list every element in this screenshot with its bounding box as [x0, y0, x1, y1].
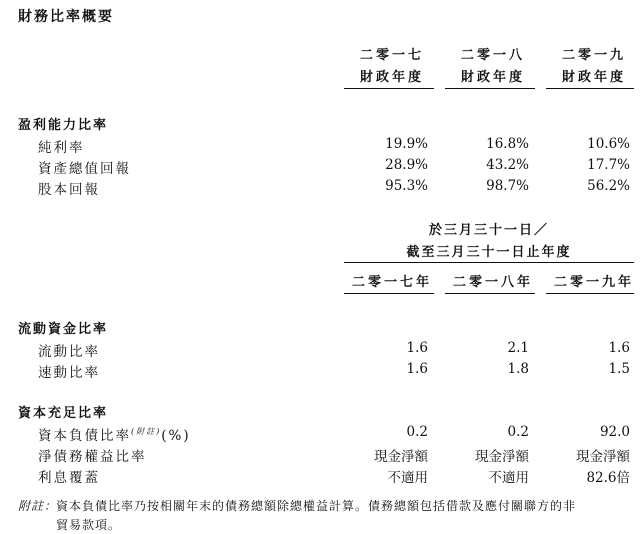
- table-cell: 92.0: [599, 424, 630, 440]
- table-cell: 98.7%: [486, 178, 529, 194]
- table-cell: 1.8: [507, 361, 529, 377]
- row-label-quick-ratio: 速動比率: [38, 365, 100, 381]
- table-cell: 現金淨額: [475, 449, 529, 465]
- section-title-profitability: 盈利能力比率: [18, 118, 109, 133]
- table-cell: 現金淨額: [374, 449, 428, 465]
- table-cell: 不適用: [488, 470, 529, 486]
- unit-suffix: (%): [161, 428, 191, 444]
- footnote-line1: 資本負債比率乃按相關年末的債務總額除總權益計算。債務總額包括借款及應付關聯方的非: [56, 499, 577, 513]
- table-cell: 0.2: [507, 424, 529, 440]
- footnote-line2: 貿易款項。: [56, 518, 122, 532]
- page-title: 財務比率概要: [18, 9, 114, 25]
- col-header-2018: 二零一八年: [452, 275, 533, 290]
- table-cell: 95.3%: [385, 178, 428, 194]
- header-rule: [344, 88, 434, 89]
- footnote-key: 附註：: [18, 499, 58, 513]
- col-header-fy2018-line2: 財政年度: [460, 70, 525, 85]
- gearing-label-text: 資本負債比率: [38, 428, 131, 444]
- row-label-interest-coverage: 利息覆蓋: [38, 470, 100, 486]
- table-cell: 10.6%: [587, 136, 630, 152]
- table-cell: 0.2: [406, 424, 428, 440]
- period-rule: [344, 262, 634, 263]
- header-rule: [445, 293, 535, 294]
- table-cell: 不適用: [387, 470, 428, 486]
- col-header-fy2017-line2: 財政年度: [359, 70, 424, 85]
- table-cell: 17.7%: [587, 157, 630, 173]
- table-cell: 1.6: [406, 361, 428, 377]
- footnote-marker: (附註): [131, 427, 162, 436]
- header-rule: [445, 88, 535, 89]
- table-cell: 現金淨額: [576, 449, 630, 465]
- table-cell: 1.6: [406, 340, 428, 356]
- table-cell: 2.1: [507, 340, 529, 356]
- section-title-liquidity: 流動資金比率: [18, 322, 109, 337]
- col-header-2017: 二零一七年: [351, 275, 432, 290]
- table-cell: 16.8%: [486, 136, 529, 152]
- row-label-roe: 股本回報: [38, 182, 100, 198]
- table-cell: 43.2%: [486, 157, 529, 173]
- period-header-line1: 於三月三十一日／: [428, 223, 549, 238]
- table-cell: 19.9%: [385, 136, 428, 152]
- table-cell: 28.9%: [385, 157, 428, 173]
- row-label-current-ratio: 流動比率: [38, 344, 100, 360]
- row-label-roa: 資產總值回報: [38, 161, 131, 177]
- row-label-gearing-ratio: [38, 424, 191, 444]
- col-header-fy2017-line1: 二零一七: [359, 48, 424, 63]
- row-label-net-debt-equity: 淨債務權益比率: [38, 449, 147, 465]
- col-header-2019: 二零一九年: [553, 275, 634, 290]
- header-rule: [546, 88, 634, 89]
- table-cell: 56.2%: [587, 178, 630, 194]
- col-header-fy2019-line2: 財政年度: [561, 70, 626, 85]
- table-cell: 1.5: [608, 361, 630, 377]
- col-header-fy2018-line1: 二零一八: [460, 48, 525, 63]
- table-cell: 1.6: [608, 340, 630, 356]
- table-cell: 82.6倍: [586, 470, 630, 486]
- section-title-capital: 資本充足比率: [18, 406, 109, 421]
- row-label-net-margin: 純利率: [38, 140, 85, 156]
- header-rule: [546, 293, 634, 294]
- col-header-fy2019-line1: 二零一九: [561, 48, 626, 63]
- period-header-line2: 截至三月三十一日止年度: [406, 245, 572, 260]
- header-rule: [344, 293, 434, 294]
